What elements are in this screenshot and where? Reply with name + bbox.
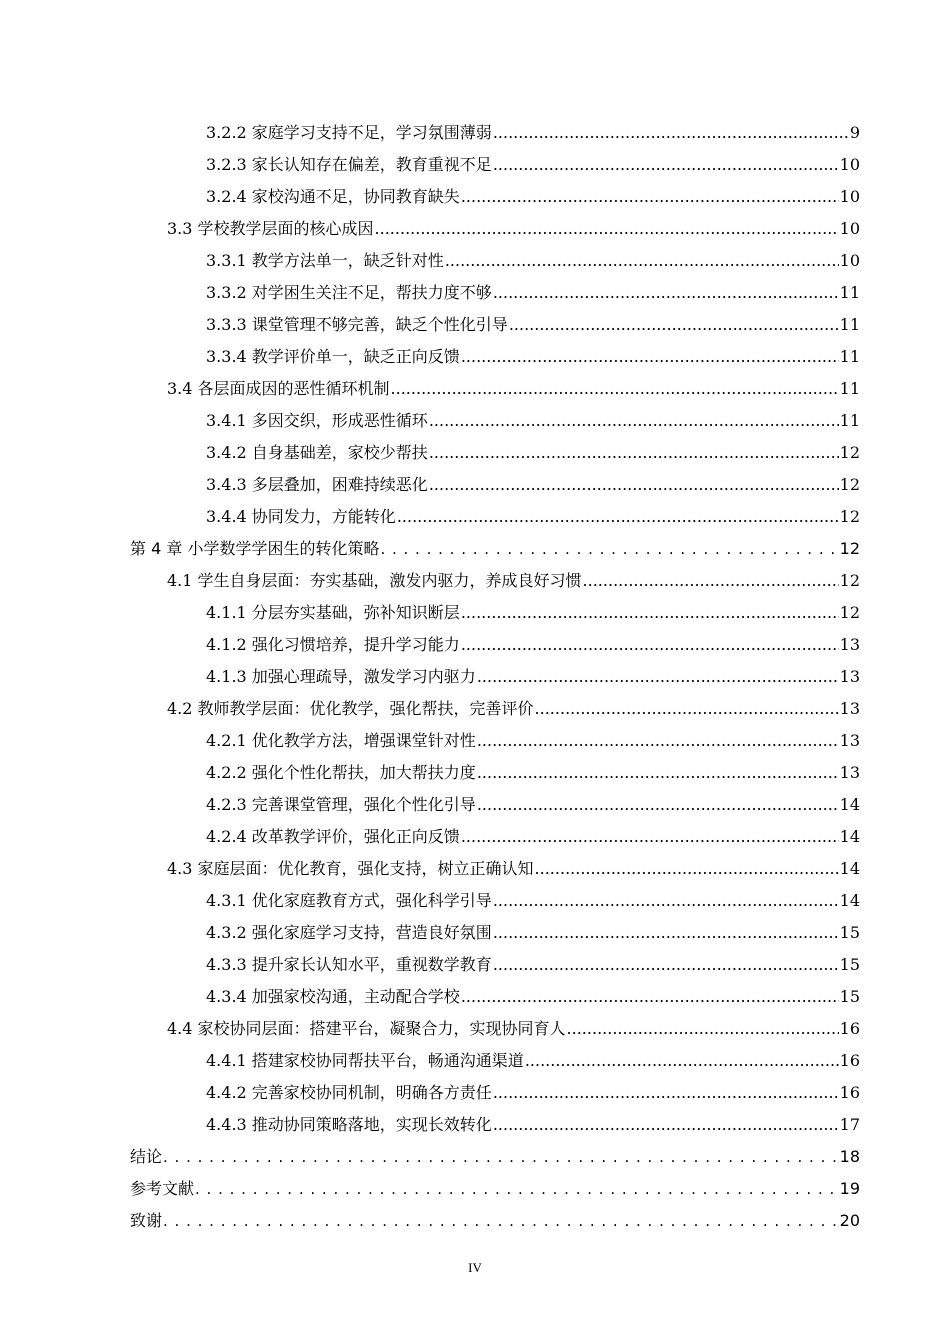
toc-entry-page: 10 <box>839 251 860 270</box>
toc-entry[interactable] <box>0 1173 860 1205</box>
toc-dot-leader <box>397 501 839 533</box>
toc-entry-title: 4.4.1 搭建家校协同帮扶平台，畅通沟通渠道 <box>206 1051 524 1070</box>
toc-entry[interactable] <box>0 917 860 949</box>
toc-entry[interactable] <box>0 1045 860 1077</box>
toc-entry-page: 11 <box>839 347 860 366</box>
toc-entry-page: 11 <box>839 283 860 302</box>
toc-dot-leader <box>461 629 839 661</box>
toc-dot-leader <box>567 1013 839 1045</box>
toc-entry-title: 4.2 教师教学层面：优化教学，强化帮扶，完善评价 <box>167 699 534 718</box>
toc-entry[interactable] <box>0 149 860 181</box>
toc-entry-title: 致谢 <box>130 1211 163 1230</box>
toc-entry[interactable] <box>0 629 860 661</box>
toc-entry-page: 14 <box>839 891 860 910</box>
toc-entry[interactable] <box>0 693 860 725</box>
toc-dot-leader <box>477 725 839 757</box>
toc-dot-leader <box>477 661 839 693</box>
toc-entry[interactable] <box>0 853 860 885</box>
toc-entry[interactable] <box>0 725 860 757</box>
toc-entry-page: 14 <box>839 827 860 846</box>
toc-dot-leader <box>380 533 838 565</box>
toc-entry-page: 10 <box>839 155 860 174</box>
toc-dot-leader <box>429 405 839 437</box>
toc-entry[interactable] <box>0 757 860 789</box>
toc-entry[interactable] <box>0 469 860 501</box>
toc-dot-leader <box>525 1045 839 1077</box>
toc-entry-title: 3.4.2 自身基础差，家校少帮扶 <box>206 443 428 462</box>
toc-entry-title: 3.4.4 协同发力，方能转化 <box>206 507 396 526</box>
toc-dot-leader <box>429 469 839 501</box>
toc-entry-page: 13 <box>839 667 860 686</box>
toc-entry-title: 参考文献 <box>130 1179 195 1198</box>
toc-entry[interactable] <box>0 213 860 245</box>
toc-entry-title: 3.3.2 对学困生关注不足，帮扶力度不够 <box>206 283 492 302</box>
toc-dot-leader <box>493 1109 839 1141</box>
toc-entry[interactable] <box>0 1141 860 1173</box>
toc-dot-leader <box>493 885 839 917</box>
toc-entry-page: 17 <box>839 1115 860 1134</box>
toc-entry-page: 19 <box>839 1179 860 1198</box>
toc-entry[interactable] <box>0 533 860 565</box>
toc-entry-page: 20 <box>839 1211 860 1230</box>
toc-entry-title: 结论 <box>130 1147 163 1166</box>
toc-entry-page: 9 <box>849 123 860 142</box>
toc-dot-leader <box>163 1141 839 1173</box>
toc-entry[interactable] <box>0 117 860 149</box>
toc-entry-page: 12 <box>839 507 860 526</box>
toc-dot-leader <box>509 309 839 341</box>
toc-entry[interactable] <box>0 1013 860 1045</box>
toc-entry-title: 4.1.3 加强心理疏导，激发学习内驱力 <box>206 667 476 686</box>
toc-entry-title: 3.3.1 教学方法单一，缺乏针对性 <box>206 251 444 270</box>
toc-dot-leader <box>493 277 839 309</box>
toc-entry[interactable] <box>0 405 860 437</box>
toc-dot-leader <box>461 341 839 373</box>
toc-entry-title: 4.1 学生自身层面：夯实基础，激发内驱力，养成良好习惯 <box>167 571 582 590</box>
toc-entry-page: 10 <box>839 187 860 206</box>
toc-dot-leader <box>375 213 839 245</box>
toc-entry-page: 12 <box>839 539 860 558</box>
toc-dot-leader <box>583 565 839 597</box>
toc-entry-title: 3.3.3 课堂管理不够完善，缺乏个性化引导 <box>206 315 508 334</box>
toc-entry-title: 4.3 家庭层面：优化教育，强化支持，树立正确认知 <box>167 859 534 878</box>
toc-entry[interactable] <box>0 341 860 373</box>
toc-dot-leader <box>461 597 839 629</box>
toc-entry[interactable] <box>0 597 860 629</box>
toc-entry[interactable] <box>0 373 860 405</box>
toc-entry[interactable] <box>0 309 860 341</box>
toc-entry-page: 16 <box>839 1083 860 1102</box>
toc-entry-title: 3.4 各层面成因的恶性循环机制 <box>167 379 390 398</box>
toc-entry-title: 4.1.2 强化习惯培养，提升学习能力 <box>206 635 460 654</box>
toc-entry-title: 3.4.3 多层叠加，困难持续恶化 <box>206 475 428 494</box>
toc-entry[interactable] <box>0 1109 860 1141</box>
toc-entry-title: 4.3.3 提升家长认知水平，重视数学教育 <box>206 955 492 974</box>
toc-dot-leader <box>391 373 839 405</box>
toc-dot-leader <box>493 117 849 149</box>
table-of-contents <box>0 117 950 1237</box>
toc-entry-title: 4.2.2 强化个性化帮扶，加大帮扶力度 <box>206 763 476 782</box>
toc-dot-leader <box>535 853 839 885</box>
toc-entry[interactable] <box>0 1205 860 1237</box>
toc-entry-title: 3.4.1 多因交织，形成恶性循环 <box>206 411 428 430</box>
toc-entry[interactable] <box>0 245 860 277</box>
toc-entry-title: 3.3 学校教学层面的核心成因 <box>167 219 374 238</box>
toc-dot-leader <box>493 949 839 981</box>
toc-entry-page: 12 <box>839 603 860 622</box>
toc-entry-page: 13 <box>839 731 860 750</box>
toc-entry-title: 4.4.3 推动协同策略落地，实现长效转化 <box>206 1115 492 1134</box>
toc-entry-title: 3.2.3 家长认知存在偏差，教育重视不足 <box>206 155 492 174</box>
toc-entry[interactable] <box>0 981 860 1013</box>
toc-entry[interactable] <box>0 949 860 981</box>
toc-entry[interactable] <box>0 885 860 917</box>
toc-entry-page: 12 <box>839 443 860 462</box>
toc-entry[interactable] <box>0 661 860 693</box>
toc-entry-page: 11 <box>839 379 860 398</box>
toc-entry-title: 4.4.2 完善家校协同机制，明确各方责任 <box>206 1083 492 1102</box>
toc-dot-leader <box>163 1205 839 1237</box>
toc-entry-page: 18 <box>839 1147 860 1166</box>
toc-entry-page: 10 <box>839 219 860 238</box>
toc-entry[interactable] <box>0 1077 860 1109</box>
toc-dot-leader <box>493 149 839 181</box>
toc-entry-title: 3.2.4 家校沟通不足，协同教育缺失 <box>206 187 460 206</box>
toc-dot-leader <box>461 981 839 1013</box>
toc-entry-title: 4.3.2 强化家庭学习支持，营造良好氛围 <box>206 923 492 942</box>
toc-entry[interactable] <box>0 501 860 533</box>
toc-dot-leader <box>461 181 839 213</box>
toc-dot-leader <box>477 789 839 821</box>
toc-entry-title: 4.4 家校协同层面：搭建平台，凝聚合力，实现协同育人 <box>167 1019 566 1038</box>
toc-entry-page: 11 <box>839 315 860 334</box>
toc-entry[interactable] <box>0 277 860 309</box>
toc-dot-leader <box>493 917 839 949</box>
toc-entry-page: 16 <box>839 1019 860 1038</box>
toc-dot-leader <box>461 821 839 853</box>
toc-entry-title: 3.2.2 家庭学习支持不足，学习氛围薄弱 <box>206 123 492 142</box>
page-number: IV <box>468 1260 482 1275</box>
toc-entry-page: 15 <box>839 987 860 1006</box>
toc-entry[interactable] <box>0 565 860 597</box>
toc-entry[interactable] <box>0 821 860 853</box>
toc-dot-leader <box>535 693 839 725</box>
toc-entry-title: 4.2.1 优化教学方法，增强课堂针对性 <box>206 731 476 750</box>
toc-dot-leader <box>477 757 839 789</box>
toc-dot-leader <box>195 1173 839 1205</box>
toc-entry[interactable] <box>0 789 860 821</box>
toc-entry-title: 4.2.4 改革教学评价，强化正向反馈 <box>206 827 460 846</box>
toc-entry-page: 16 <box>839 1051 860 1070</box>
toc-dot-leader <box>429 437 839 469</box>
toc-entry-title: 4.3.4 加强家校沟通，主动配合学校 <box>206 987 460 1006</box>
toc-entry-title: 4.2.3 完善课堂管理，强化个性化引导 <box>206 795 476 814</box>
toc-entry[interactable] <box>0 437 860 469</box>
toc-entry[interactable] <box>0 181 860 213</box>
toc-entry-page: 13 <box>839 763 860 782</box>
toc-entry-page: 12 <box>839 475 860 494</box>
toc-entry-page: 14 <box>839 795 860 814</box>
toc-entry-title: 4.3.1 优化家庭教育方式，强化科学引导 <box>206 891 492 910</box>
toc-dot-leader <box>445 245 839 277</box>
toc-entry-page: 14 <box>839 859 860 878</box>
toc-entry-page: 12 <box>839 571 860 590</box>
toc-entry-title: 第 4 章 小学数学学困生的转化策略 <box>130 539 380 558</box>
toc-entry-title: 4.1.1 分层夯实基础，弥补知识断层 <box>206 603 460 622</box>
toc-entry-page: 15 <box>839 923 860 942</box>
toc-entry-page: 13 <box>839 635 860 654</box>
toc-entry-page: 11 <box>839 411 860 430</box>
toc-entry-page: 13 <box>839 699 860 718</box>
toc-entry-title: 3.3.4 教学评价单一，缺乏正向反馈 <box>206 347 460 366</box>
toc-dot-leader <box>493 1077 839 1109</box>
toc-entry-page: 15 <box>839 955 860 974</box>
